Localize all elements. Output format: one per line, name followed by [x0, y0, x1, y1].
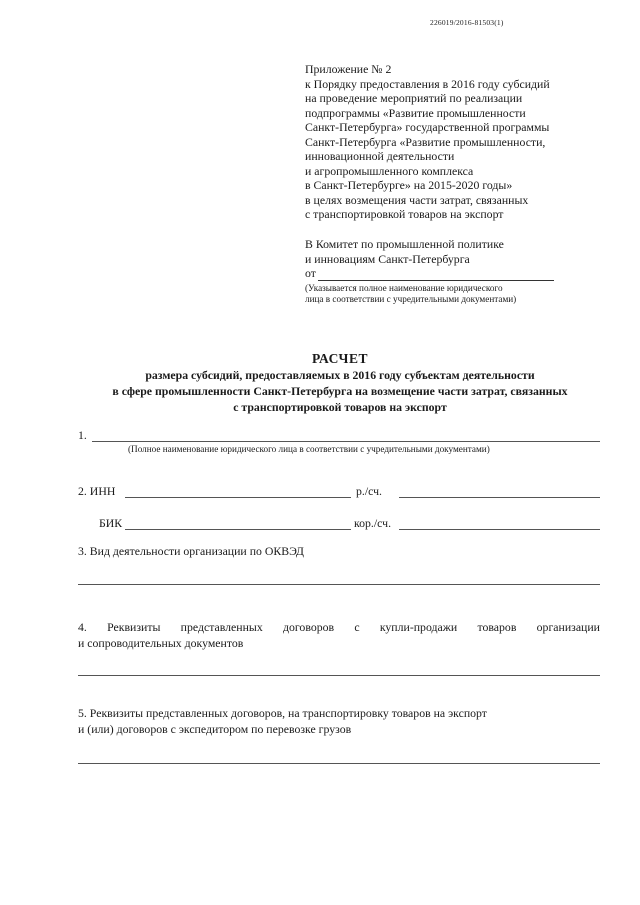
contracts-label-line: 4. Реквизиты представленных договоров с купли-продажи товаров организации: [78, 620, 600, 634]
transport-contracts-label: [78, 706, 600, 737]
title-main: РАСЧЕТ: [312, 351, 368, 366]
account-label: р./сч.: [356, 484, 383, 498]
transport-contracts-label-line: и (или) договоров с экспедитором по перевозке грузов: [78, 721, 352, 736]
appendix-line: и агропромышленного комплекса: [305, 163, 474, 178]
title-line: в сфере промышленности Санкт-Петербурга на возмещение части затрат, связанных: [112, 384, 568, 398]
corr-account-blank-field[interactable]: [399, 529, 600, 530]
item1-hint: (Полное наименование юридического лица в соответствии с учредительными документами): [128, 444, 490, 454]
from-note-line: лица в соответствии с учредительными документами): [305, 294, 517, 304]
title-line: размера субсидий, предоставляемых в 2016 году субъектам деятельности: [145, 368, 535, 382]
document-id: 226019/2016-81503(1): [430, 18, 504, 27]
transport-contracts-blank-field[interactable]: [78, 763, 600, 764]
from-note: [305, 283, 625, 306]
from-note-line: (Указывается полное наименование юридического: [305, 282, 503, 293]
from-label: от: [305, 266, 316, 280]
appendix-line: в целях возмещения части затрат, связанных: [305, 192, 529, 207]
bik-label: БИК: [99, 516, 123, 530]
inn-label: 2. ИНН: [78, 484, 116, 498]
okved-blank-field[interactable]: [78, 584, 600, 585]
appendix-line: на проведение мероприятий по реализации: [305, 91, 523, 105]
addressee-line: и инновациям Санкт-Петербурга: [305, 251, 470, 266]
appendix-line: в Санкт-Петербурге» на 2015-2020 годы»: [305, 178, 513, 192]
appendix-line: подпрограммы «Развитие промышленности: [305, 105, 526, 120]
account-blank-field[interactable]: [399, 497, 600, 498]
corr-account-label: кор./сч.: [354, 516, 392, 530]
item1-blank-field[interactable]: [92, 441, 600, 442]
appendix-line: Приложение № 2: [305, 62, 392, 76]
appendix-line: с транспортировкой товаров на экспорт: [305, 207, 504, 221]
addressee-block: [305, 237, 625, 306]
transport-contracts-label-line: 5. Реквизиты представленных договоров, на транспортировку товаров на экспорт: [78, 706, 487, 720]
item1-number: 1.: [78, 428, 87, 442]
addressee-line: В Комитет по промышленной политике: [305, 237, 504, 251]
appendix-line: к Порядку предоставления в 2016 году субсидий: [305, 76, 550, 91]
okved-label: 3. Вид деятельности организации по ОКВЭД: [78, 544, 304, 558]
document-title: [40, 351, 640, 415]
appendix-header: [305, 62, 625, 222]
contracts-label-line: и сопроводительных документов: [78, 635, 244, 650]
from-row: [305, 266, 625, 281]
from-blank-field[interactable]: [318, 269, 554, 281]
appendix-line: Санкт-Петербурга» государственной программы: [305, 120, 550, 134]
contracts-label: [78, 620, 600, 651]
title-line: с транспортировкой товаров на экспорт: [233, 400, 447, 414]
inn-blank-field[interactable]: [125, 497, 351, 498]
appendix-line: Санкт-Петербурга «Развитие промышленности,: [305, 134, 546, 149]
appendix-line: инновационной деятельности: [305, 149, 455, 163]
contracts-blank-field[interactable]: [78, 675, 600, 676]
bik-blank-field[interactable]: [125, 529, 351, 530]
